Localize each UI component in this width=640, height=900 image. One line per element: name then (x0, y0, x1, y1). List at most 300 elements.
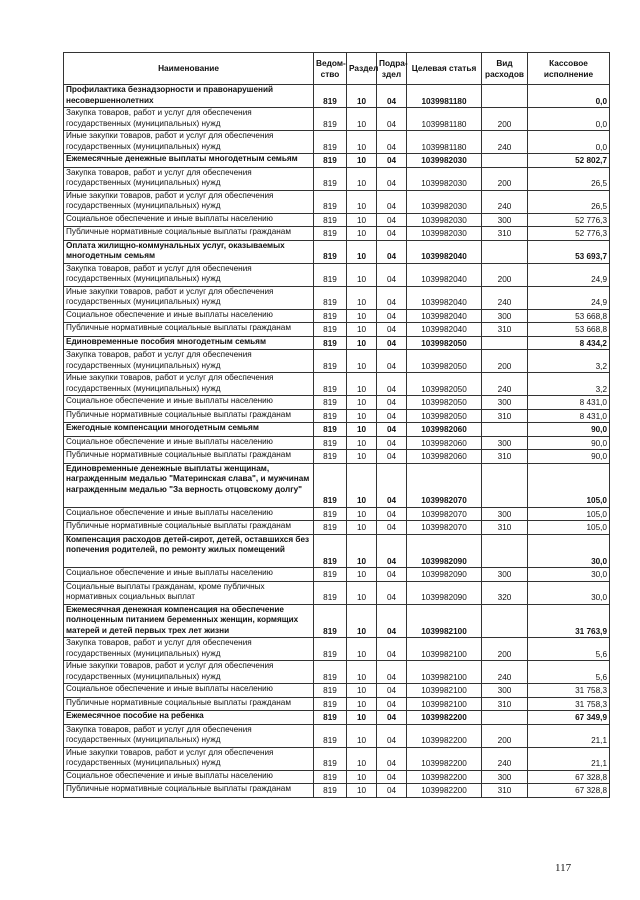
row-name: Иные закупки товаров, работ и услуг для обеспечения государственных (муниципальных) нужд (64, 190, 314, 213)
row-tselevaya-statya: 1039982100 (407, 638, 482, 661)
row-vedomstvo: 819 (314, 336, 347, 350)
row-podrazdel: 04 (377, 463, 407, 507)
row-vid-raskhodov: 200 (482, 167, 528, 190)
table-row (64, 450, 610, 464)
row-kassovoe-ispolnenie: 105,0 (528, 521, 610, 535)
row-vedomstvo: 819 (314, 350, 347, 373)
row-vedomstvo: 819 (314, 507, 347, 521)
table-row (64, 724, 610, 747)
row-podrazdel: 04 (377, 350, 407, 373)
row-vedomstvo: 819 (314, 581, 347, 604)
table-row (64, 85, 610, 108)
row-razdel: 10 (347, 534, 377, 568)
table-row (64, 423, 610, 437)
table-row (64, 638, 610, 661)
row-kassovoe-ispolnenie: 3,2 (528, 350, 610, 373)
row-tselevaya-statya: 1039982090 (407, 581, 482, 604)
table-row (64, 711, 610, 725)
row-razdel: 10 (347, 323, 377, 337)
row-razdel: 10 (347, 604, 377, 638)
row-vedomstvo: 819 (314, 450, 347, 464)
budget-table (63, 52, 610, 798)
row-name: Компенсация расходов детей-сирот, детей, оставшихся без попечения родителей, по ремонту жилых помещений (64, 534, 314, 568)
row-podrazdel: 04 (377, 396, 407, 410)
row-vedomstvo: 819 (314, 373, 347, 396)
table-row (64, 507, 610, 521)
row-kassovoe-ispolnenie: 31 758,3 (528, 684, 610, 698)
row-kassovoe-ispolnenie: 90,0 (528, 436, 610, 450)
row-tselevaya-statya: 1039982200 (407, 724, 482, 747)
row-kassovoe-ispolnenie: 21,1 (528, 747, 610, 770)
row-razdel: 10 (347, 697, 377, 711)
row-podrazdel: 04 (377, 784, 407, 798)
row-podrazdel: 04 (377, 661, 407, 684)
row-podrazdel: 04 (377, 154, 407, 168)
row-tselevaya-statya: 1039982200 (407, 711, 482, 725)
header-tselevaya-statya: Целевая статья (407, 53, 482, 85)
row-razdel: 10 (347, 85, 377, 108)
row-vid-raskhodov: 200 (482, 350, 528, 373)
row-razdel: 10 (347, 684, 377, 698)
row-vedomstvo: 819 (314, 770, 347, 784)
row-kassovoe-ispolnenie: 0,0 (528, 131, 610, 154)
header-vid-raskhodov: Вид расходов (482, 53, 528, 85)
row-kassovoe-ispolnenie: 53 693,7 (528, 240, 610, 263)
row-razdel: 10 (347, 350, 377, 373)
row-vid-raskhodov (482, 240, 528, 263)
table-row (64, 190, 610, 213)
row-podrazdel: 04 (377, 450, 407, 464)
row-vedomstvo: 819 (314, 167, 347, 190)
row-name: Публичные нормативные социальные выплаты гражданам (64, 409, 314, 423)
table-row (64, 684, 610, 698)
table-row (64, 108, 610, 131)
row-razdel: 10 (347, 108, 377, 131)
row-vid-raskhodov (482, 604, 528, 638)
row-vedomstvo: 819 (314, 697, 347, 711)
row-tselevaya-statya: 1039982070 (407, 521, 482, 535)
row-name: Публичные нормативные социальные выплаты гражданам (64, 450, 314, 464)
row-razdel: 10 (347, 423, 377, 437)
row-razdel: 10 (347, 396, 377, 410)
row-kassovoe-ispolnenie: 31 763,9 (528, 604, 610, 638)
row-name: Социальное обеспечение и иные выплаты населению (64, 309, 314, 323)
row-razdel: 10 (347, 436, 377, 450)
row-name: Публичные нормативные социальные выплаты гражданам (64, 784, 314, 798)
row-tselevaya-statya: 1039982050 (407, 373, 482, 396)
row-name: Социальное обеспечение и иные выплаты населению (64, 436, 314, 450)
row-name: Профилактика безнадзорности и правонарушений несовершеннолетних (64, 85, 314, 108)
table-row (64, 213, 610, 227)
row-kassovoe-ispolnenie: 67 328,8 (528, 770, 610, 784)
row-tselevaya-statya: 1039982100 (407, 661, 482, 684)
row-podrazdel: 04 (377, 638, 407, 661)
table-row (64, 697, 610, 711)
row-name: Иные закупки товаров, работ и услуг для обеспечения государственных (муниципальных) нужд (64, 373, 314, 396)
row-podrazdel: 04 (377, 507, 407, 521)
row-vedomstvo: 819 (314, 534, 347, 568)
table-row (64, 286, 610, 309)
row-kassovoe-ispolnenie: 31 758,3 (528, 697, 610, 711)
row-vid-raskhodov: 310 (482, 450, 528, 464)
row-vid-raskhodov: 320 (482, 581, 528, 604)
row-vid-raskhodov: 310 (482, 227, 528, 241)
row-razdel: 10 (347, 638, 377, 661)
table-row (64, 409, 610, 423)
row-vid-raskhodov: 300 (482, 507, 528, 521)
row-vedomstvo: 819 (314, 409, 347, 423)
row-podrazdel: 04 (377, 521, 407, 535)
row-vedomstvo: 819 (314, 396, 347, 410)
row-vid-raskhodov: 310 (482, 784, 528, 798)
table-header-row (64, 53, 610, 85)
row-podrazdel: 04 (377, 684, 407, 698)
row-razdel: 10 (347, 131, 377, 154)
row-razdel: 10 (347, 286, 377, 309)
row-podrazdel: 04 (377, 286, 407, 309)
row-vid-raskhodov: 240 (482, 661, 528, 684)
row-vedomstvo: 819 (314, 309, 347, 323)
row-kassovoe-ispolnenie: 24,9 (528, 263, 610, 286)
row-razdel: 10 (347, 770, 377, 784)
row-name: Иные закупки товаров, работ и услуг для обеспечения государственных (муниципальных) нужд (64, 131, 314, 154)
row-razdel: 10 (347, 373, 377, 396)
table-row (64, 323, 610, 337)
row-kassovoe-ispolnenie: 8 431,0 (528, 409, 610, 423)
row-kassovoe-ispolnenie: 90,0 (528, 450, 610, 464)
row-vedomstvo: 819 (314, 263, 347, 286)
row-kassovoe-ispolnenie: 30,0 (528, 534, 610, 568)
row-tselevaya-statya: 1039982070 (407, 507, 482, 521)
table-row (64, 436, 610, 450)
row-podrazdel: 04 (377, 323, 407, 337)
row-kassovoe-ispolnenie: 0,0 (528, 85, 610, 108)
table-row (64, 396, 610, 410)
row-name: Ежегодные компенсации многодетным семьям (64, 423, 314, 437)
row-podrazdel: 04 (377, 724, 407, 747)
row-vid-raskhodov: 300 (482, 770, 528, 784)
row-kassovoe-ispolnenie: 30,0 (528, 568, 610, 582)
row-name: Иные закупки товаров, работ и услуг для обеспечения государственных (муниципальных) нужд (64, 661, 314, 684)
row-vid-raskhodov (482, 154, 528, 168)
table-row (64, 240, 610, 263)
row-vid-raskhodov: 240 (482, 131, 528, 154)
row-razdel: 10 (347, 711, 377, 725)
row-name: Публичные нормативные социальные выплаты гражданам (64, 227, 314, 241)
row-kassovoe-ispolnenie: 105,0 (528, 507, 610, 521)
row-kassovoe-ispolnenie: 5,6 (528, 638, 610, 661)
row-vid-raskhodov: 300 (482, 568, 528, 582)
header-razdel: Раздел (347, 53, 377, 85)
table-row (64, 131, 610, 154)
row-kassovoe-ispolnenie: 21,1 (528, 724, 610, 747)
row-kassovoe-ispolnenie: 52 776,3 (528, 213, 610, 227)
row-tselevaya-statya: 1039982090 (407, 568, 482, 582)
row-vid-raskhodov (482, 534, 528, 568)
row-vedomstvo: 819 (314, 747, 347, 770)
table-row (64, 350, 610, 373)
row-tselevaya-statya: 1039982100 (407, 684, 482, 698)
row-vid-raskhodov: 240 (482, 373, 528, 396)
row-tselevaya-statya: 1039981180 (407, 108, 482, 131)
table-row (64, 336, 610, 350)
row-vedomstvo: 819 (314, 423, 347, 437)
row-podrazdel: 04 (377, 697, 407, 711)
table-row (64, 263, 610, 286)
row-podrazdel: 04 (377, 581, 407, 604)
row-tselevaya-statya: 1039981180 (407, 131, 482, 154)
row-kassovoe-ispolnenie: 0,0 (528, 108, 610, 131)
row-tselevaya-statya: 1039982050 (407, 409, 482, 423)
row-razdel: 10 (347, 240, 377, 263)
header-name: Наименование (64, 53, 314, 85)
row-vid-raskhodov: 300 (482, 436, 528, 450)
row-name: Закупка товаров, работ и услуг для обеспечения государственных (муниципальных) нужд (64, 350, 314, 373)
row-tselevaya-statya: 1039982030 (407, 154, 482, 168)
row-razdel: 10 (347, 747, 377, 770)
row-vedomstvo: 819 (314, 85, 347, 108)
table-row (64, 227, 610, 241)
row-vid-raskhodov (482, 336, 528, 350)
row-razdel: 10 (347, 213, 377, 227)
table-row (64, 770, 610, 784)
row-kassovoe-ispolnenie: 30,0 (528, 581, 610, 604)
row-name: Публичные нормативные социальные выплаты гражданам (64, 697, 314, 711)
row-razdel: 10 (347, 227, 377, 241)
row-podrazdel: 04 (377, 108, 407, 131)
row-vedomstvo: 819 (314, 463, 347, 507)
row-vedomstvo: 819 (314, 227, 347, 241)
row-name: Социальное обеспечение и иные выплаты населению (64, 213, 314, 227)
table-row (64, 463, 610, 507)
table-row (64, 747, 610, 770)
row-kassovoe-ispolnenie: 52 802,7 (528, 154, 610, 168)
row-vid-raskhodov: 300 (482, 684, 528, 698)
row-razdel: 10 (347, 190, 377, 213)
row-name: Закупка товаров, работ и услуг для обеспечения государственных (муниципальных) нужд (64, 108, 314, 131)
row-vid-raskhodov (482, 463, 528, 507)
row-razdel: 10 (347, 409, 377, 423)
row-kassovoe-ispolnenie: 67 328,8 (528, 784, 610, 798)
row-name: Социальное обеспечение и иные выплаты населению (64, 568, 314, 582)
row-podrazdel: 04 (377, 409, 407, 423)
row-vid-raskhodov (482, 711, 528, 725)
row-vedomstvo: 819 (314, 154, 347, 168)
row-name: Единовременные пособия многодетным семьям (64, 336, 314, 350)
row-name: Закупка товаров, работ и услуг для обеспечения государственных (муниципальных) нужд (64, 638, 314, 661)
row-name: Единовременные денежные выплаты женщинам, награжденным медалью "Материнская слава", и мужчинам награжденным медалью "За верность отцовскому долгу" (64, 463, 314, 507)
row-podrazdel: 04 (377, 213, 407, 227)
row-tselevaya-statya: 1039982030 (407, 190, 482, 213)
row-name: Социальное обеспечение и иные выплаты населению (64, 684, 314, 698)
row-name: Публичные нормативные социальные выплаты гражданам (64, 323, 314, 337)
row-vedomstvo: 819 (314, 711, 347, 725)
row-razdel: 10 (347, 309, 377, 323)
row-vid-raskhodov: 200 (482, 724, 528, 747)
row-name: Иные закупки товаров, работ и услуг для обеспечения государственных (муниципальных) нужд (64, 747, 314, 770)
row-tselevaya-statya: 1039982040 (407, 323, 482, 337)
row-tselevaya-statya: 1039981180 (407, 85, 482, 108)
row-name: Закупка товаров, работ и услуг для обеспечения государственных (муниципальных) нужд (64, 167, 314, 190)
table-row (64, 167, 610, 190)
row-razdel: 10 (347, 450, 377, 464)
row-vedomstvo: 819 (314, 784, 347, 798)
row-name: Социальное обеспечение и иные выплаты населению (64, 396, 314, 410)
row-vedomstvo: 819 (314, 661, 347, 684)
table-row (64, 568, 610, 582)
table-row (64, 373, 610, 396)
row-podrazdel: 04 (377, 568, 407, 582)
table-row (64, 521, 610, 535)
row-tselevaya-statya: 1039982200 (407, 784, 482, 798)
row-kassovoe-ispolnenie: 90,0 (528, 423, 610, 437)
row-name: Ежемесячная денежная компенсация на обеспечение полноценным питанием беременных женщин, кормящих матерей и детей первых трех лет жизни (64, 604, 314, 638)
row-vedomstvo: 819 (314, 131, 347, 154)
row-kassovoe-ispolnenie: 67 349,9 (528, 711, 610, 725)
row-podrazdel: 04 (377, 167, 407, 190)
row-kassovoe-ispolnenie: 26,5 (528, 167, 610, 190)
row-vid-raskhodov: 300 (482, 396, 528, 410)
table-row (64, 604, 610, 638)
row-razdel: 10 (347, 784, 377, 798)
row-vedomstvo: 819 (314, 240, 347, 263)
row-vedomstvo: 819 (314, 286, 347, 309)
row-tselevaya-statya: 1039982040 (407, 286, 482, 309)
row-razdel: 10 (347, 154, 377, 168)
row-vid-raskhodov: 240 (482, 747, 528, 770)
row-vedomstvo: 819 (314, 724, 347, 747)
row-tselevaya-statya: 1039982050 (407, 396, 482, 410)
row-vedomstvo: 819 (314, 638, 347, 661)
row-vid-raskhodov: 310 (482, 697, 528, 711)
row-razdel: 10 (347, 568, 377, 582)
row-vid-raskhodov: 200 (482, 108, 528, 131)
row-tselevaya-statya: 1039982070 (407, 463, 482, 507)
row-razdel: 10 (347, 581, 377, 604)
row-podrazdel: 04 (377, 747, 407, 770)
row-tselevaya-statya: 1039982200 (407, 747, 482, 770)
row-razdel: 10 (347, 336, 377, 350)
row-tselevaya-statya: 1039982040 (407, 263, 482, 286)
row-kassovoe-ispolnenie: 3,2 (528, 373, 610, 396)
row-podrazdel: 04 (377, 190, 407, 213)
row-vedomstvo: 819 (314, 684, 347, 698)
table-row (64, 784, 610, 798)
table-row (64, 581, 610, 604)
row-name: Оплата жилищно-коммунальных услуг, оказываемых многодетным семьям (64, 240, 314, 263)
row-tselevaya-statya: 1039982040 (407, 309, 482, 323)
row-tselevaya-statya: 1039982030 (407, 213, 482, 227)
row-tselevaya-statya: 1039982050 (407, 350, 482, 373)
row-podrazdel: 04 (377, 534, 407, 568)
row-vedomstvo: 819 (314, 604, 347, 638)
row-tselevaya-statya: 1039982060 (407, 436, 482, 450)
row-razdel: 10 (347, 463, 377, 507)
row-podrazdel: 04 (377, 263, 407, 286)
row-name: Закупка товаров, работ и услуг для обеспечения государственных (муниципальных) нужд (64, 263, 314, 286)
row-tselevaya-statya: 1039982060 (407, 450, 482, 464)
row-vid-raskhodov: 310 (482, 323, 528, 337)
row-podrazdel: 04 (377, 336, 407, 350)
row-name: Публичные нормативные социальные выплаты гражданам (64, 521, 314, 535)
table-row (64, 154, 610, 168)
row-vid-raskhodov (482, 423, 528, 437)
table-body (64, 85, 610, 798)
row-vid-raskhodov: 310 (482, 521, 528, 535)
row-vid-raskhodov: 310 (482, 409, 528, 423)
header-kassovoe-ispolnenie: Кассовое исполнение (528, 53, 610, 85)
row-tselevaya-statya: 1039982200 (407, 770, 482, 784)
row-kassovoe-ispolnenie: 52 776,3 (528, 227, 610, 241)
row-razdel: 10 (347, 507, 377, 521)
row-razdel: 10 (347, 263, 377, 286)
header-vedomstvo: Ведом-ство (314, 53, 347, 85)
row-podrazdel: 04 (377, 604, 407, 638)
row-podrazdel: 04 (377, 423, 407, 437)
row-vid-raskhodov (482, 85, 528, 108)
row-podrazdel: 04 (377, 240, 407, 263)
row-kassovoe-ispolnenie: 105,0 (528, 463, 610, 507)
row-podrazdel: 04 (377, 436, 407, 450)
table-row (64, 534, 610, 568)
row-kassovoe-ispolnenie: 53 668,8 (528, 323, 610, 337)
row-razdel: 10 (347, 661, 377, 684)
row-name: Закупка товаров, работ и услуг для обеспечения государственных (муниципальных) нужд (64, 724, 314, 747)
row-tselevaya-statya: 1039982030 (407, 167, 482, 190)
row-podrazdel: 04 (377, 85, 407, 108)
row-podrazdel: 04 (377, 131, 407, 154)
row-vedomstvo: 819 (314, 323, 347, 337)
row-vid-raskhodov: 300 (482, 309, 528, 323)
row-tselevaya-statya: 1039982100 (407, 697, 482, 711)
row-vedomstvo: 819 (314, 521, 347, 535)
row-podrazdel: 04 (377, 227, 407, 241)
row-name: Социальные выплаты гражданам, кроме публичных нормативных социальных выплат (64, 581, 314, 604)
row-name: Социальное обеспечение и иные выплаты населению (64, 770, 314, 784)
row-razdel: 10 (347, 167, 377, 190)
row-tselevaya-statya: 1039982050 (407, 336, 482, 350)
row-tselevaya-statya: 1039982060 (407, 423, 482, 437)
row-vedomstvo: 819 (314, 108, 347, 131)
row-kassovoe-ispolnenie: 8 431,0 (528, 396, 610, 410)
row-name: Иные закупки товаров, работ и услуг для обеспечения государственных (муниципальных) нужд (64, 286, 314, 309)
row-podrazdel: 04 (377, 770, 407, 784)
page-number: 117 (555, 862, 572, 874)
row-podrazdel: 04 (377, 711, 407, 725)
row-kassovoe-ispolnenie: 53 668,8 (528, 309, 610, 323)
row-vid-raskhodov: 300 (482, 213, 528, 227)
row-kassovoe-ispolnenie: 24,9 (528, 286, 610, 309)
row-tselevaya-statya: 1039982030 (407, 227, 482, 241)
row-kassovoe-ispolnenie: 8 434,2 (528, 336, 610, 350)
table-row (64, 309, 610, 323)
row-vedomstvo: 819 (314, 436, 347, 450)
row-razdel: 10 (347, 521, 377, 535)
row-tselevaya-statya: 1039982040 (407, 240, 482, 263)
row-vedomstvo: 819 (314, 568, 347, 582)
row-tselevaya-statya: 1039982090 (407, 534, 482, 568)
row-vid-raskhodov: 200 (482, 263, 528, 286)
row-kassovoe-ispolnenie: 5,6 (528, 661, 610, 684)
table-row (64, 661, 610, 684)
row-vid-raskhodov: 240 (482, 286, 528, 309)
header-podrazdel: Подра-здел (377, 53, 407, 85)
row-vedomstvo: 819 (314, 213, 347, 227)
row-vid-raskhodov: 200 (482, 638, 528, 661)
row-podrazdel: 04 (377, 373, 407, 396)
row-razdel: 10 (347, 724, 377, 747)
row-vedomstvo: 819 (314, 190, 347, 213)
